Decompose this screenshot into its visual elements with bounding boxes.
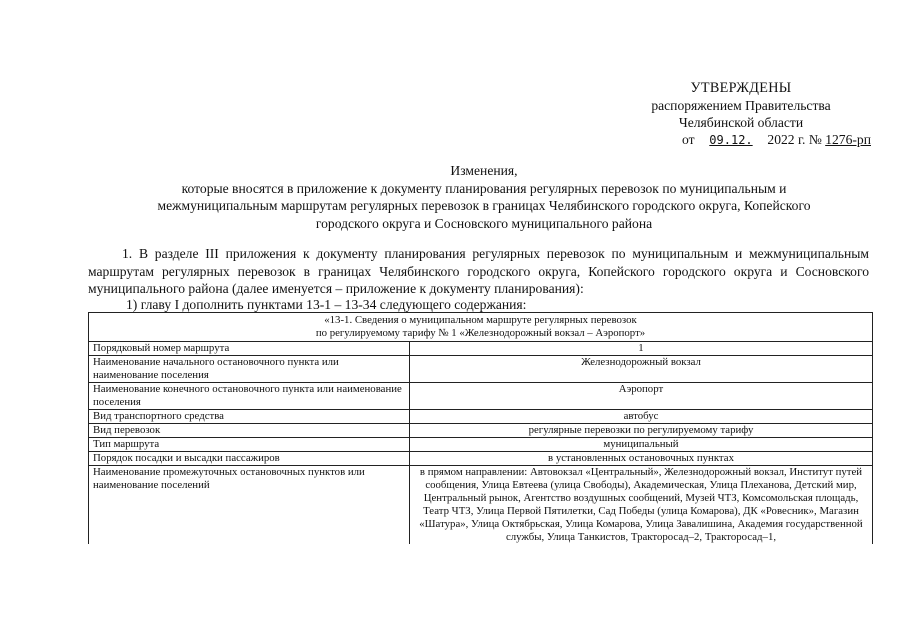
row-label: Вид перевозок <box>89 424 410 438</box>
route-table <box>88 312 873 544</box>
row-label: Порядковый номер маршрута <box>89 342 410 356</box>
title-line-2: которые вносятся в приложение к документу планирования регулярных перевозок по муниципальным и <box>181 180 787 196</box>
table-row <box>89 342 873 356</box>
row-label: Порядок посадки и высадки пассажиров <box>89 452 410 466</box>
table-row <box>89 356 873 383</box>
date-value: 09.12. <box>709 133 753 147</box>
date-prefix: от <box>682 132 695 147</box>
caption-line-1: «13-1. Сведения о муниципальном маршруте регулярных перевозок <box>324 314 637 326</box>
paragraph-2: 1) главу I дополнить пунктами 13-1 – 13-34 следующего содержания: <box>126 297 527 312</box>
row-label: Наименование промежуточных остановочных пунктов или наименование поселений <box>89 466 410 545</box>
table-row <box>89 466 873 545</box>
row-value: в установленных остановочных пунктах <box>410 452 873 466</box>
order-number: 1276-рп <box>825 132 871 147</box>
row-value: автобус <box>410 410 873 424</box>
approval-line-1: распоряжением Правительства <box>651 98 831 113</box>
paragraph-1: 1. В разделе III приложения к документу планирования регулярных перевозок по муниципальным и межмуниципальным маршрутам регулярных перевозок в границах Челябинского городского округа, Копейского городского округа и Сосновского муниципального района (далее именуется – приложение к документу планирования): <box>88 246 869 296</box>
approval-line-2: Челябинской области <box>678 115 804 130</box>
row-label: Наименование конечного остановочного пункта или наименование поселения <box>89 383 410 410</box>
approval-stamp <box>611 80 871 149</box>
table-caption <box>89 313 873 342</box>
caption-line-2: по регулируемому тарифу № 1 «Железнодорожный вокзал – Аэропорт» <box>315 327 646 339</box>
row-value: в прямом направлении: Автовокзал «Центральный», Железнодорожный вокзал, Институт путей сообщения, Улица Евтеева (улица Свободы), Академическая, Улица Плеханова, Детский мир, Центральный рынок, Агентство воздушных сообщений, Музей ЧТЗ, Комсомольская площадь, Театр ЧТЗ, Улица Первой Пятилетки, Сад Победы (улица Комарова), ДК «Ровесник», Магазин «Шатура», Улица Октябрьская, Улица Комарова, Улица Завалишина, Академия государственной службы, Улица Танкистов, Тракторосад–2, Тракторосад–1, <box>410 466 873 545</box>
table-row <box>89 410 873 424</box>
title-line-4: городского округа и Сосновского муниципального района <box>315 215 653 231</box>
table-row <box>89 452 873 466</box>
row-value: Аэропорт <box>410 383 873 410</box>
approval-title: УТВЕРЖДЕНЫ <box>690 80 792 96</box>
table-row <box>89 424 873 438</box>
row-value: 1 <box>410 342 873 356</box>
table-caption-row <box>89 313 873 342</box>
title-line-3: межмуниципальным маршрутам регулярных перевозок в границах Челябинского городского округа, Копейского <box>157 198 811 213</box>
table-row <box>89 438 873 452</box>
row-value: регулярные перевозки по регулируемому тарифу <box>410 424 873 438</box>
document-title <box>80 162 888 232</box>
table-row <box>89 383 873 410</box>
title-line-1: Изменения, <box>450 163 518 178</box>
date-suffix: 2022 г. № <box>767 132 822 147</box>
row-value: Железнодорожный вокзал <box>410 356 873 383</box>
row-label: Наименование начального остановочного пункта или наименование поселения <box>89 356 410 383</box>
row-label: Вид транспортного средства <box>89 410 410 424</box>
row-label: Тип маршрута <box>89 438 410 452</box>
approval-date-line <box>611 131 871 149</box>
row-value: муниципальный <box>410 438 873 452</box>
